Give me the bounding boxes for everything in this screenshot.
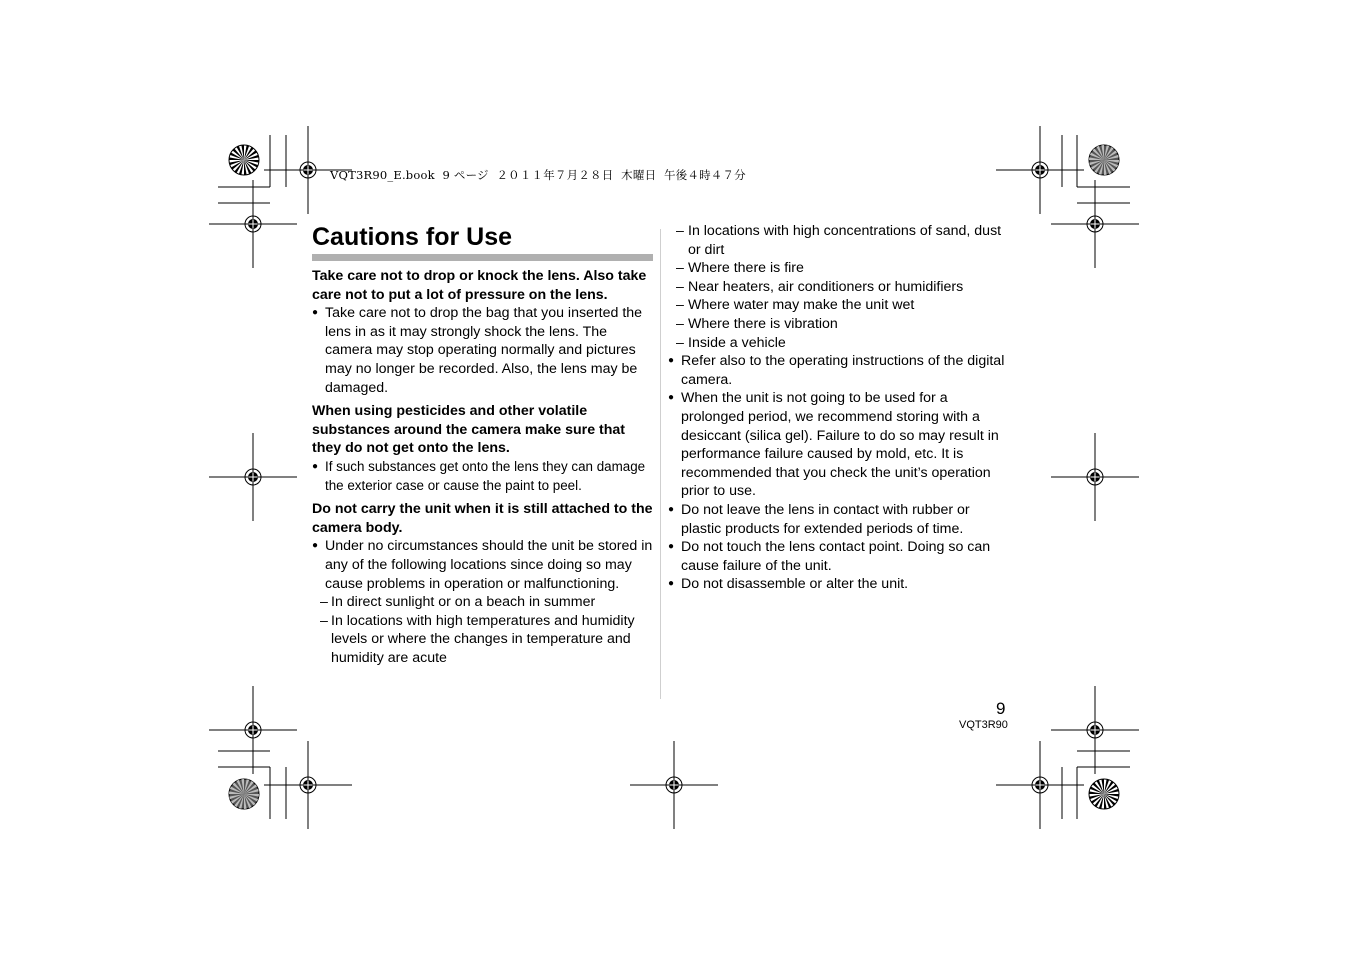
model-code: VQT3R90 — [959, 719, 1008, 731]
dash-item: – Where there is vibration — [668, 315, 1010, 334]
registration-mark — [1051, 180, 1139, 268]
bullet-item: ● Take care not to drop the bag that you inserted the lens in as it may strongly shock the lens. The camera may stop operating normally and pictures may no longer be recorded. Also, the lens may be damaged. — [312, 304, 657, 397]
dash-item: – Near heaters, air conditioners or humidifiers — [668, 278, 1010, 297]
dash-list-locations — [668, 222, 1010, 352]
registration-mark — [209, 180, 297, 268]
bullet-item: ● Refer also to the operating instructions of the digital camera. — [668, 352, 1010, 389]
bullet-list-drop — [312, 304, 657, 397]
bullet-item: ● Under no circumstances should the unit be stored in any of the following locations since doing so may cause problems in operation or malfunctioning. — [312, 537, 657, 593]
registration-mark — [1051, 686, 1139, 774]
section-heading-drop: Take care not to drop or knock the lens. Also take care not to put a lot of pressure on the lens. — [312, 268, 647, 303]
color-target-mark — [229, 779, 259, 809]
registration-mark — [996, 741, 1084, 829]
left-column — [312, 222, 657, 672]
dash-item: – Where there is fire — [668, 259, 1010, 278]
dash-item: – In direct sunlight or on a beach in summer — [312, 593, 657, 612]
registration-mark — [209, 686, 297, 774]
title-rule — [312, 254, 653, 261]
print-info-line: VQT3R90_E.book 9 ページ ２０１１年７月２８日 木曜日 午後４時４７分 — [330, 168, 746, 182]
color-target-mark — [1089, 779, 1119, 809]
registration-mark — [1051, 433, 1139, 521]
registration-mark — [630, 741, 718, 829]
dash-item: – Where water may make the unit wet — [668, 296, 1010, 315]
bullet-item: ● Do not disassemble or alter the unit. — [668, 575, 1010, 594]
bullet-item: ● If such substances get onto the lens they can damage the exterior case or cause the paint to peel. — [312, 458, 657, 495]
registration-mark — [209, 433, 297, 521]
column-divider — [660, 229, 661, 699]
dash-item: – In locations with high concentrations of sand, dust or dirt — [668, 222, 1010, 259]
dash-item: – In locations with high temperatures and humidity levels or where the changes in temperature and humidity are acute — [312, 612, 657, 668]
bullet-item: ● Do not leave the lens in contact with rubber or plastic products for extended periods of time. — [668, 501, 1010, 538]
color-target-mark — [229, 145, 259, 175]
bullet-item: ● When the unit is not going to be used for a prolonged period, we recommend storing with a desiccant (silica gel). Failure to do so may result in performance failure caused by mold, etc. It is recommended that you check the unit’s operation prior to use. — [668, 389, 1010, 501]
bullet-list-general — [668, 352, 1010, 594]
bullet-list-carry — [312, 537, 657, 667]
bullet-item: ● Do not touch the lens contact point. Doing so can cause failure of the unit. — [668, 538, 1010, 575]
page-number: 9 — [996, 699, 1006, 718]
dash-item: – Inside a vehicle — [668, 334, 1010, 353]
section-heading-pesticides: When using pesticides and other volatile substances around the camera make sure that they do not get onto the lens. — [312, 403, 626, 457]
registration-mark — [996, 126, 1084, 214]
bullet-list-pesticides — [312, 458, 657, 495]
section-heading-carry: Do not carry the unit when it is still attached to the camera body. — [312, 501, 653, 536]
color-target-mark — [1089, 145, 1119, 175]
registration-mark — [264, 741, 352, 829]
right-column — [668, 222, 1010, 599]
page-title: Cautions for Use — [312, 223, 513, 251]
